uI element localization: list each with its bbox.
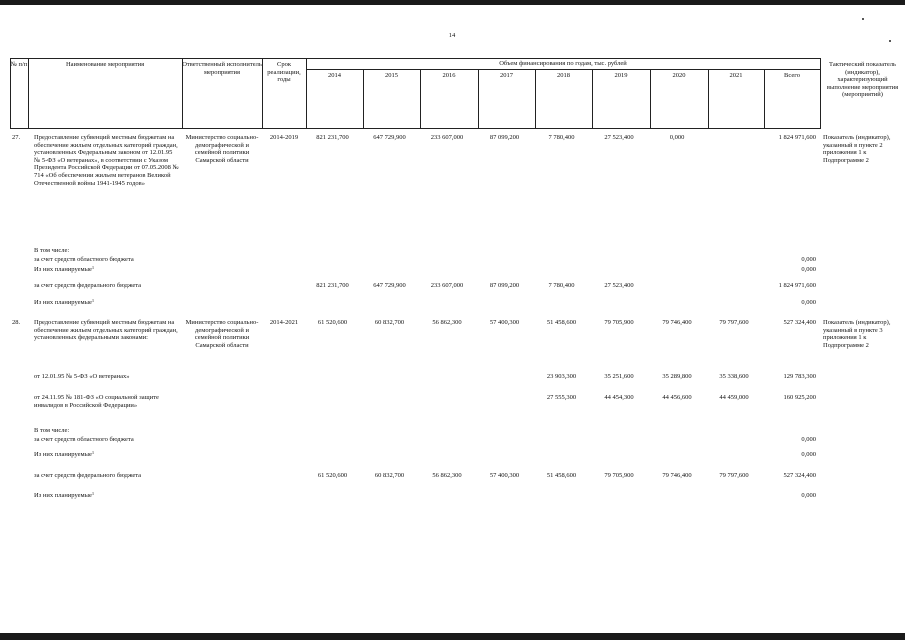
row27-including: В том числе: — [34, 247, 70, 254]
row28-value-2018: 51 458,600 — [546, 319, 577, 326]
row27-num: 27. — [12, 134, 21, 141]
row27-regional-total: 0,000 — [801, 256, 816, 263]
header-year-2021: 2021 — [729, 72, 743, 79]
row27-federal-2019: 27 523,400 — [604, 282, 634, 289]
row28-law2-2020: 44 456,600 — [662, 394, 692, 401]
row28-value-2015: 60 832,700 — [374, 319, 405, 326]
row28-federal-2016: 56 862,300 — [432, 472, 462, 479]
row28-name: Предоставление субвенций местным бюджетам на обеспечение жильем отдельных категорий граждан, установленных федеральными законами: — [34, 319, 178, 342]
row28-value-2021: 79 797,600 — [719, 319, 749, 326]
header-year-2016: 2016 — [442, 72, 456, 79]
row28-law-1: от 12.01.95 № 5-ФЗ «О ветеранах» — [34, 373, 130, 380]
row27-executor: Министерство социально-демографической и семейной политики Самарской области — [185, 134, 259, 164]
header-year-2018: 2018 — [557, 72, 570, 79]
row28-federal-2014: 61 520,600 — [317, 472, 348, 479]
row27-value-2014: 821 231,700 — [316, 134, 349, 141]
row27-federal-2015: 647 729,900 — [373, 282, 406, 289]
footnote-mark: 1 — [91, 265, 95, 270]
row28-federal-2019: 79 705,900 — [604, 472, 634, 479]
header-name: Наименование мероприятия — [65, 61, 145, 68]
header-indicator: Тактический показатель (индикатор), характеризующий выполнение мероприятия (мероприятий) — [826, 61, 899, 99]
row27-value-2019: 27 523,400 — [604, 134, 634, 141]
col-border-num — [28, 58, 29, 129]
row27-federal-2018: 7 780,400 — [548, 282, 575, 289]
header-num: № п/п — [10, 61, 28, 68]
row27-federal-budget: за счет средств федерального бюджета — [34, 282, 142, 289]
row27-planned-1-total: 0,000 — [801, 266, 816, 273]
footnote-mark: 1 — [91, 450, 95, 455]
row28-law1-2021: 35 338,600 — [719, 373, 749, 380]
header-year-Всего: Всего — [784, 72, 800, 79]
header-bottom-border — [10, 128, 820, 129]
row27-planned-2: Из них планируемые$^1$ — [34, 298, 95, 306]
row28-term: 2014-2021 — [269, 319, 299, 326]
col-border-term — [306, 58, 307, 129]
header-year-2020: 2020 — [672, 72, 686, 79]
row28-law2-2021: 44 459,000 — [719, 394, 749, 401]
page-number: 14 — [448, 32, 456, 39]
row28-planned-2: Из них планируемые$^1$ — [34, 491, 95, 499]
row28-indicator: Показатель (индикатор), указанный в пункте 3 приложения 1 к Подпрограмме 2 — [823, 319, 891, 349]
row28-regional-budget: за счет средств областного бюджета — [34, 436, 134, 443]
row28-law1-Всего: 129 783,300 — [783, 373, 816, 380]
header-executor: Ответственный исполнитель мероприятия — [182, 61, 262, 76]
header-year-2015: 2015 — [385, 72, 398, 79]
row28-value-2017: 57 400,300 — [489, 319, 520, 326]
row27-term: 2014-2019 — [269, 134, 299, 141]
row27-value-2020: 0,000 — [669, 134, 685, 141]
row28-federal-2021: 79 797,600 — [719, 472, 749, 479]
row27-planned-1: Из них планируемые$^1$ — [34, 265, 95, 273]
scan-top-border — [0, 0, 905, 5]
row27-value-Всего: 1 824 971,600 — [778, 134, 816, 141]
row28-law-2: от 24.11.95 № 181-ФЗ «О социальной защите инвалидов в Российской Федерации» — [34, 394, 159, 409]
row28-law2-Всего: 160 925,200 — [783, 394, 816, 401]
row28-federal-Всего: 527 324,400 — [783, 472, 816, 479]
row28-federal-2017: 57 400,300 — [489, 472, 520, 479]
row27-federal-2014: 821 231,700 — [316, 282, 349, 289]
header-year-2014: 2014 — [328, 72, 341, 79]
row28-num: 28. — [12, 319, 21, 326]
row28-value-Всего: 527 324,400 — [783, 319, 816, 326]
header-year-2019: 2019 — [614, 72, 628, 79]
row27-value-2018: 7 780,400 — [548, 134, 575, 141]
header-term: Срок реализации, годы — [267, 61, 301, 84]
row27-federal-Всего: 1 824 971,600 — [778, 282, 816, 289]
scan-bottom-border — [0, 633, 905, 640]
row27-planned-2-total: 0,000 — [801, 299, 816, 306]
header-funding: Объем финансирования по годам, тыс. рублей — [499, 60, 627, 67]
row27-name: Предоставление субвенций местным бюджетам на обеспечение жильем отдельных категорий граждан, установленных Федеральным законом от 12.01.95 № 5-ФЗ «О ветеранах», в соответствии с Указом Президента Российской Федерации от 07.05.2008 № 714 «Об обеспечении жильем ветеранов Великой Отечественной войны 1941-1945 годов» — [34, 134, 179, 187]
table-top-border — [10, 58, 820, 59]
row28-law1-2019: 35 251,600 — [604, 373, 634, 380]
row28-federal-2018: 51 458,600 — [546, 472, 577, 479]
row28-federal-budget: за счет средств федерального бюджета — [34, 472, 142, 479]
row28-law1-2020: 35 289,800 — [662, 373, 692, 380]
row28-law2-2019: 44 454,300 — [604, 394, 634, 401]
row28-planned-1-total: 0,000 — [801, 451, 816, 458]
row28-law1-2018: 23 903,300 — [546, 373, 577, 380]
row28-planned-2-total: 0,000 — [801, 492, 816, 499]
row27-value-2015: 647 729,900 — [373, 134, 406, 141]
row28-federal-2015: 60 832,700 — [374, 472, 405, 479]
scan-speck — [862, 18, 864, 20]
row28-value-2014: 61 520,600 — [317, 319, 348, 326]
row28-law2-2018: 27 555,300 — [546, 394, 577, 401]
row28-including: В том числе: — [34, 427, 70, 434]
row28-federal-2020: 79 746,400 — [662, 472, 692, 479]
row27-value-2017: 87 099,200 — [489, 134, 520, 141]
scan-speck — [889, 40, 891, 42]
footnote-mark: 1 — [91, 298, 95, 303]
row28-regional-total: 0,000 — [801, 436, 816, 443]
col-border-left — [10, 58, 11, 129]
row27-value-2016: 233 607,000 — [430, 134, 464, 141]
row27-indicator: Показатель (индикатор), указанный в пункте 2 приложения 1 к Подпрограмме 2 — [823, 134, 891, 164]
footnote-mark: 1 — [91, 491, 95, 496]
row28-value-2020: 79 746,400 — [662, 319, 692, 326]
row27-federal-2016: 233 607,000 — [430, 282, 464, 289]
row27-federal-2017: 87 099,200 — [489, 282, 520, 289]
row28-value-2019: 79 705,900 — [604, 319, 634, 326]
funding-subheader-line — [306, 69, 821, 70]
row28-value-2016: 56 862,300 — [432, 319, 462, 326]
row28-executor: Министерство социально-демографической и семейной политики Самарской области — [185, 319, 259, 349]
header-year-2017: 2017 — [500, 72, 513, 79]
row27-regional-budget: за счет средств областного бюджета — [34, 256, 134, 263]
row28-planned-1: Из них планируемые$^1$ — [34, 450, 95, 458]
